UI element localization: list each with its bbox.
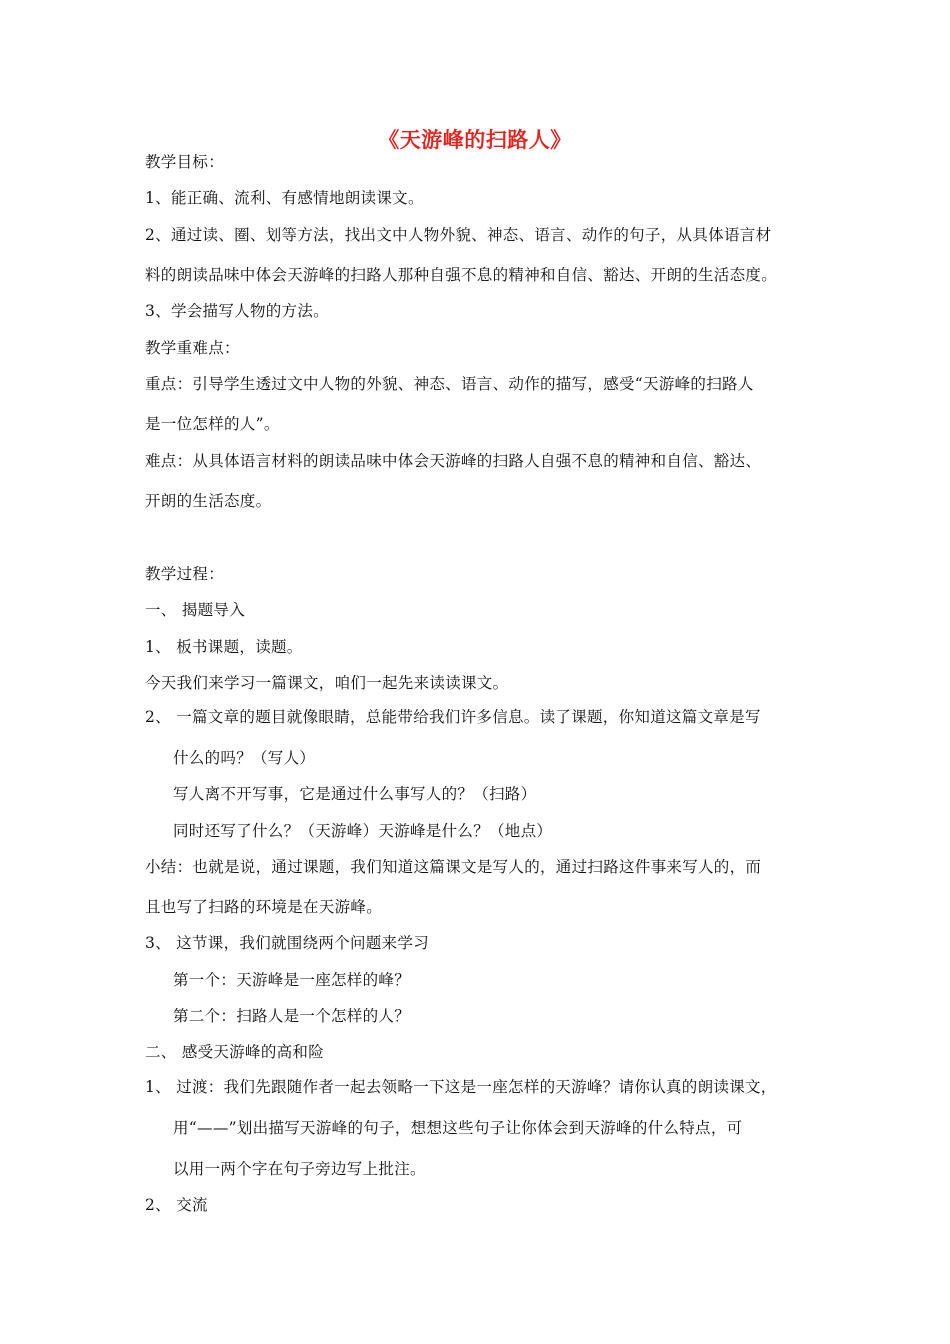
- text-line: 以用一两个字在句子旁边写上批注。: [173, 1160, 426, 1178]
- text-line: 教学目标：: [145, 153, 225, 171]
- text-line: 小结：也就是说，通过课题，我们知道这篇课文是写人的，通过扫路这件事来写人的，而: [145, 858, 762, 876]
- text-line: 一、 揭题导入: [145, 601, 246, 619]
- text-line: 重点：引导学生透过文中人物的外貌、神态、语言、动作的描写，感受“天游峰的扫路人: [145, 375, 754, 393]
- text-line: 1、能正确、流利、有感情地朗读课文。: [145, 189, 424, 207]
- text-line: 什么的吗？（写人）: [173, 749, 316, 767]
- text-line: 同时还写了什么？（天游峰）天游峰是什么？（地点）: [173, 822, 553, 840]
- text-line: 1、 板书课题，读题。: [145, 638, 303, 656]
- text-line: 教学重难点：: [145, 339, 240, 357]
- text-line: 教学过程：: [145, 565, 225, 583]
- text-line: 2、通过读、圈、划等方法，找出文中人物外貌、神态、语言、动作的句子，从具体语言材: [145, 226, 772, 244]
- document-title: 《天游峰的扫路人》: [378, 127, 572, 152]
- text-line: 且也写了扫路的环境是在天游峰。: [145, 898, 383, 916]
- text-line: 2、 交流: [145, 1196, 208, 1214]
- text-line: 开朗的生活态度。: [145, 492, 272, 510]
- text-line: 二、 感受天游峰的高和险: [145, 1043, 325, 1061]
- text-line: 用“——”划出描写天游峰的句子，想想这些句子让你体会到天游峰的什么特点，可: [173, 1119, 743, 1137]
- text-line: 写人离不开写事，它是通过什么事写人的？（扫路）: [173, 785, 537, 803]
- text-line: 3、 这节课，我们就围绕两个问题来学习: [145, 934, 429, 952]
- text-line: 2、 一篇文章的题目就像眼睛，总能带给我们许多信息。读了课题，你知道这篇文章是写: [145, 708, 761, 726]
- text-line: 第一个：天游峰是一座怎样的峰？: [173, 971, 411, 989]
- text-line: 难点：从具体语言材料的朗读品味中体会天游峰的扫路人自强不息的精神和自信、豁达、: [145, 452, 762, 470]
- text-line: 第二个：扫路人是一个怎样的人？: [173, 1007, 411, 1025]
- text-line: 1、 过渡：我们先跟随作者一起去领略一下这是一座怎样的天游峰？请你认真的朗读课文，: [145, 1078, 777, 1096]
- text-line: 料的朗读品味中体会天游峰的扫路人那种自强不息的精神和自信、豁达、开朗的生活态度。: [145, 266, 778, 284]
- text-line: 今天我们来学习一篇课文，咱们一起先来读读课文。: [145, 674, 509, 692]
- text-line: 3、学会描写人物的方法。: [145, 302, 329, 320]
- text-line: 是一位怎样的人”。: [145, 415, 280, 433]
